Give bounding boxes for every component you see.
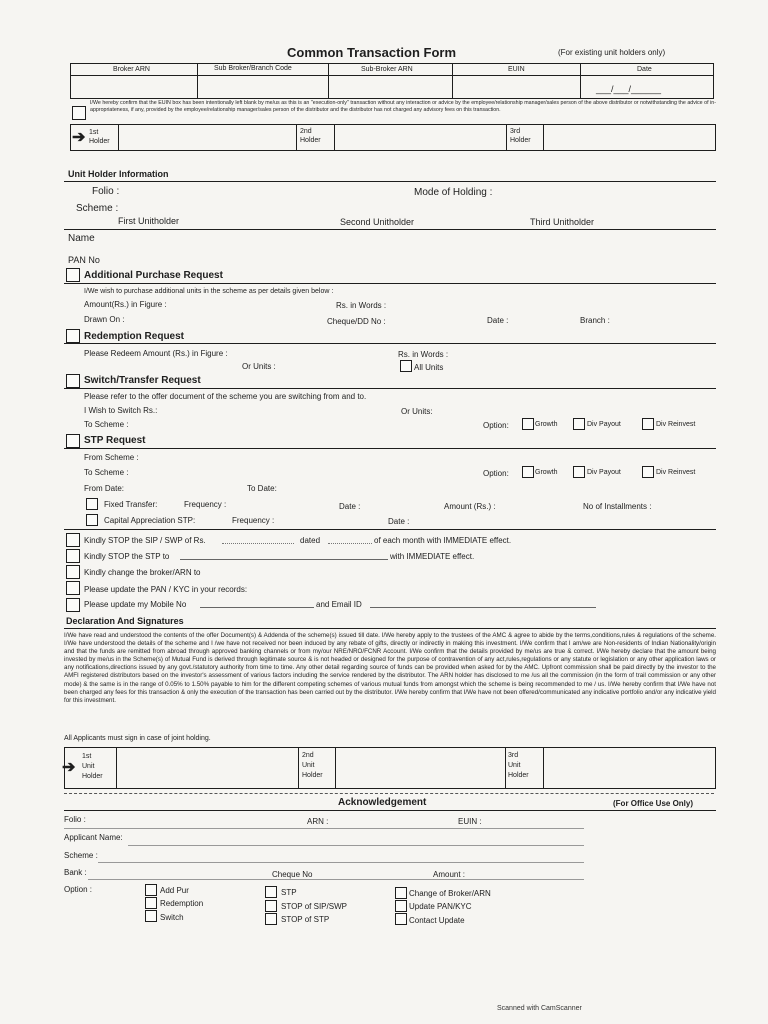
stp-to-scheme-label: To Scheme : bbox=[84, 468, 129, 477]
switch-to-scheme-label: To Scheme : bbox=[84, 420, 129, 429]
scanner-watermark: Scanned with CamScanner bbox=[497, 1005, 582, 1012]
stop-sip-dated-label: dated bbox=[300, 536, 321, 545]
ack-euin-label: EUIN : bbox=[458, 817, 482, 826]
stop-stp-checkbox[interactable] bbox=[66, 549, 80, 563]
fixed-transfer-checkbox[interactable] bbox=[86, 498, 98, 510]
stop-stp-label: Kindly STOP the STP to bbox=[84, 552, 170, 561]
euin-declaration-checkbox[interactable] bbox=[72, 106, 86, 120]
declaration-text: I/We have read and understood the contents of the offer Document(s) & Addenda of the scheme(s) issued till date. I/We hereby apply to the trustees of the AMC & agree to abide by the terms,conditions,rules & regulations of the scheme. I/We have understood the details of the scheme and I /we have not received nor been induced by any rebate of gifts, directly or indirectly in making this investment. I/We confirm that I am/we are Non-residents of Indian Nationality/origin and that the funds are remitted from abroad through approved banking channels or from my/our NRE/NRO/FCNR Account. I/We confirm that the details provided by me/us are true & correct. I/We hereby declare that the amount being invested by me/us in the Scheme(s) of Mutual Fund is derived through legitimate source & is not headed or designed for the purpose of contravention of any act,rules,regulations or any statute or legislation or any other application laws or any notifications,directions issued by any govt./statutory authority from time to time. Any other detail regarding source of funds can be provided when asked for by the AMC. Upfront commission shall be paid directly by the investor to the AMFI registered distributors based on the investor's assessment of various factors including the service rendered by the distributor. The ARN holder has disclosed to me /us all the commission (in the form of trail commission or any other mode) & the same is in the range of 0.05% to 1.50% payable to him for the different competing schemes of various mutual funds from amongst which the scheme is being recommended to me / us. I/We hereby confirm that I/We have not been charged any fees for this transaction & only the execution of the transaction has been carried out by the distributor. I/We hereby confirm that I/We have not been offered/communicated any indicative portfolio and/or any indicative yield for this investment. bbox=[64, 632, 716, 704]
switch-reinvest-label: Div Reinvest bbox=[656, 421, 696, 428]
ack-switch-checkbox[interactable] bbox=[145, 910, 157, 922]
ack-update-pan-label: Update PAN/KYC bbox=[409, 902, 472, 911]
stp-reinvest-checkbox[interactable] bbox=[642, 466, 654, 478]
arrow-icon: ➔ bbox=[72, 129, 86, 146]
holders-grid bbox=[70, 124, 716, 151]
all-sign-note: All Applicants must sign in case of joint holding. bbox=[64, 735, 211, 742]
date-placeholder[interactable]: ___/___/______ bbox=[596, 84, 662, 94]
ack-bank-label: Bank : bbox=[64, 868, 87, 877]
third-holder-signature[interactable] bbox=[545, 749, 714, 787]
cut-line bbox=[64, 793, 714, 794]
capital-stp-label: Capital Appreciation STP: bbox=[104, 516, 196, 525]
office-use-label: (For Office Use Only) bbox=[613, 799, 694, 808]
branch-label: Branch : bbox=[580, 316, 610, 325]
euin-header: EUIN bbox=[508, 66, 525, 73]
pan-label: PAN No bbox=[68, 255, 100, 265]
redemption-heading: Redemption Request bbox=[84, 331, 185, 342]
name-label: Name bbox=[68, 233, 95, 244]
stp-from-scheme-label: From Scheme : bbox=[84, 453, 139, 462]
ack-stop-stp-checkbox[interactable] bbox=[265, 913, 277, 925]
stp-frequency2-label: Frequency : bbox=[232, 516, 275, 525]
ack-add-pur-label: Add Pur bbox=[160, 886, 189, 895]
ack-update-pan-checkbox[interactable] bbox=[395, 900, 407, 912]
ack-stop-stp-label: STOP of STP bbox=[281, 915, 330, 924]
amount-figure-label: Amount(Rs.) in Figure : bbox=[84, 300, 167, 309]
ack-stop-sip-checkbox[interactable] bbox=[265, 900, 277, 912]
ack-heading: Acknowledgement bbox=[338, 797, 427, 808]
mobile-update-label: Please update my Mobile No bbox=[84, 600, 187, 609]
switch-payout-label: Div Payout bbox=[587, 421, 621, 428]
ack-redemption-checkbox[interactable] bbox=[145, 897, 157, 909]
redemption-checkbox[interactable] bbox=[66, 329, 80, 343]
capital-stp-checkbox[interactable] bbox=[86, 514, 98, 526]
ack-amount-label: Amount : bbox=[433, 870, 466, 879]
switch-growth-label: Growth bbox=[535, 421, 558, 428]
stop-sip-checkbox[interactable] bbox=[66, 533, 80, 547]
change-broker-checkbox[interactable] bbox=[66, 565, 80, 579]
email-label: and Email ID bbox=[316, 600, 362, 609]
redeem-units-label: Or Units : bbox=[242, 362, 276, 371]
mode-of-holding-label: Mode of Holding : bbox=[414, 187, 493, 198]
pan-kyc-checkbox[interactable] bbox=[66, 581, 80, 595]
stp-payout-checkbox[interactable] bbox=[573, 466, 585, 478]
stp-frequency-label: Frequency : bbox=[184, 500, 227, 509]
ack-stp-checkbox[interactable] bbox=[265, 886, 277, 898]
stop-sip-label: Kindly STOP the SIP / SWP of Rs. bbox=[84, 536, 206, 545]
change-broker-label: Kindly change the broker/ARN to bbox=[84, 568, 201, 577]
form-note: (For existing unit holders only) bbox=[558, 48, 666, 57]
second-holder-sign-label: 2nd Unit Holder bbox=[302, 752, 323, 779]
sub-broker-arn-header: Sub-Broker ARN bbox=[361, 66, 413, 73]
broker-arn-header: Broker ARN bbox=[113, 66, 150, 73]
mobile-update-checkbox[interactable] bbox=[66, 598, 80, 612]
ack-change-broker-label: Change of Broker/ARN bbox=[409, 889, 491, 898]
ack-arn-label: ARN : bbox=[307, 817, 329, 826]
drawn-on-label: Drawn On : bbox=[84, 315, 125, 324]
ack-add-pur-checkbox[interactable] bbox=[145, 884, 157, 896]
stp-date2-label: Date : bbox=[388, 517, 410, 526]
switch-from-label: I Wish to Switch Rs.: bbox=[84, 406, 158, 415]
stp-growth-checkbox[interactable] bbox=[522, 466, 534, 478]
first-holder-sign-label: 1st Unit Holder bbox=[82, 753, 103, 780]
purchase-heading: Additional Purchase Request bbox=[84, 270, 223, 281]
ack-folio-label: Folio : bbox=[64, 815, 86, 824]
ack-contact-update-checkbox[interactable] bbox=[395, 913, 407, 925]
second-holder-label: 2nd Holder bbox=[300, 128, 321, 144]
ack-scheme-label: Scheme : bbox=[64, 851, 98, 860]
switch-checkbox[interactable] bbox=[66, 374, 80, 388]
ack-change-broker-checkbox[interactable] bbox=[395, 887, 407, 899]
ack-contact-update-label: Contact Update bbox=[409, 916, 465, 925]
redeem-figure-label: Please Redeem Amount (Rs.) in Figure : bbox=[84, 349, 228, 358]
third-unitholder-label: Third Unitholder bbox=[530, 217, 595, 227]
stp-reinvest-label: Div Reinvest bbox=[656, 469, 696, 476]
installments-label: No of Installments : bbox=[583, 502, 652, 511]
switch-growth-checkbox[interactable] bbox=[522, 418, 534, 430]
ack-stop-sip-label: STOP of SIP/SWP bbox=[281, 902, 347, 911]
form-title: Common Transaction Form bbox=[287, 45, 457, 60]
switch-units-label: Or Units: bbox=[401, 407, 433, 416]
declaration-heading: Declaration And Signatures bbox=[66, 616, 184, 626]
switch-heading: Switch/Transfer Request bbox=[84, 375, 201, 386]
ack-switch-label: Switch bbox=[160, 913, 184, 922]
switch-option-label: Option: bbox=[483, 421, 509, 430]
amount-words-label: Rs. in Words : bbox=[336, 301, 387, 310]
stp-growth-label: Growth bbox=[535, 469, 558, 476]
euin-declaration: I/We hereby confirm that the EUIN box has been intentionally left blank by me/us as this is an "execution-only" transaction without any interaction or advice by the employee/relationship manager/sales person of the above distributor or notwithstanding the advice of in-appropriateness, if any, provided by the employee/relationship manager/sales person of the distributor and the distributor has not charged any advisory fees on this transaction. bbox=[90, 100, 716, 113]
third-holder-label: 3rd Holder bbox=[510, 128, 531, 144]
purchase-intro: I/We wish to purchase additional units in the scheme as per details given below : bbox=[84, 288, 334, 295]
first-holder-signature[interactable] bbox=[118, 749, 296, 787]
pan-kyc-label: Please update the PAN / KYC in your records: bbox=[84, 585, 248, 594]
ack-redemption-label: Redemption bbox=[160, 899, 204, 908]
folio-label: Folio : bbox=[92, 186, 120, 197]
sub-broker-code-header: Sub Broker/Branch Code bbox=[214, 65, 292, 72]
fixed-transfer-label: Fixed Transfer: bbox=[104, 500, 158, 509]
ack-stp-label: STP bbox=[281, 888, 297, 897]
third-holder-sign-label: 3rd Unit Holder bbox=[508, 752, 529, 779]
stp-from-date-label: From Date: bbox=[84, 484, 125, 493]
stp-heading: STP Request bbox=[84, 435, 146, 446]
purchase-checkbox[interactable] bbox=[66, 268, 80, 282]
all-units-checkbox[interactable] bbox=[400, 360, 412, 372]
stp-checkbox[interactable] bbox=[66, 434, 80, 448]
second-unitholder-label: Second Unitholder bbox=[340, 217, 415, 227]
switch-payout-checkbox[interactable] bbox=[573, 418, 585, 430]
first-holder-label: 1st Holder bbox=[89, 129, 110, 145]
stop-sip-each-month: of each month with IMMEDIATE effect. bbox=[374, 536, 512, 545]
all-units-label: All Units bbox=[414, 363, 444, 372]
stp-to-date-label: To Date: bbox=[247, 484, 277, 493]
second-holder-signature[interactable] bbox=[337, 749, 503, 787]
stp-payout-label: Div Payout bbox=[587, 469, 621, 476]
date-header: Date bbox=[637, 66, 652, 73]
sign-arrow-icon: ➔ bbox=[62, 759, 76, 776]
first-unitholder-label: First Unitholder bbox=[118, 216, 180, 226]
switch-intro: Please refer to the offer document of the scheme you are switching from and to. bbox=[84, 392, 367, 401]
ack-option-label: Option : bbox=[64, 885, 93, 894]
stop-stp-immediate: with IMMEDIATE effect. bbox=[390, 552, 475, 561]
ack-applicant-label: Applicant Name: bbox=[64, 833, 123, 842]
scheme-label: Scheme : bbox=[76, 203, 119, 214]
ack-cheque-label: Cheque No bbox=[272, 870, 313, 879]
redeem-words-label: Rs. in Words : bbox=[398, 350, 449, 359]
stp-date-label: Date : bbox=[339, 502, 361, 511]
stp-amount-label: Amount (Rs.) : bbox=[444, 502, 496, 511]
purchase-date-label: Date : bbox=[487, 316, 509, 325]
switch-reinvest-checkbox[interactable] bbox=[642, 418, 654, 430]
stp-option-label: Option: bbox=[483, 469, 509, 478]
cheque-dd-label: Cheque/DD No : bbox=[327, 317, 386, 326]
unit-holder-heading: Unit Holder Information bbox=[68, 169, 169, 179]
